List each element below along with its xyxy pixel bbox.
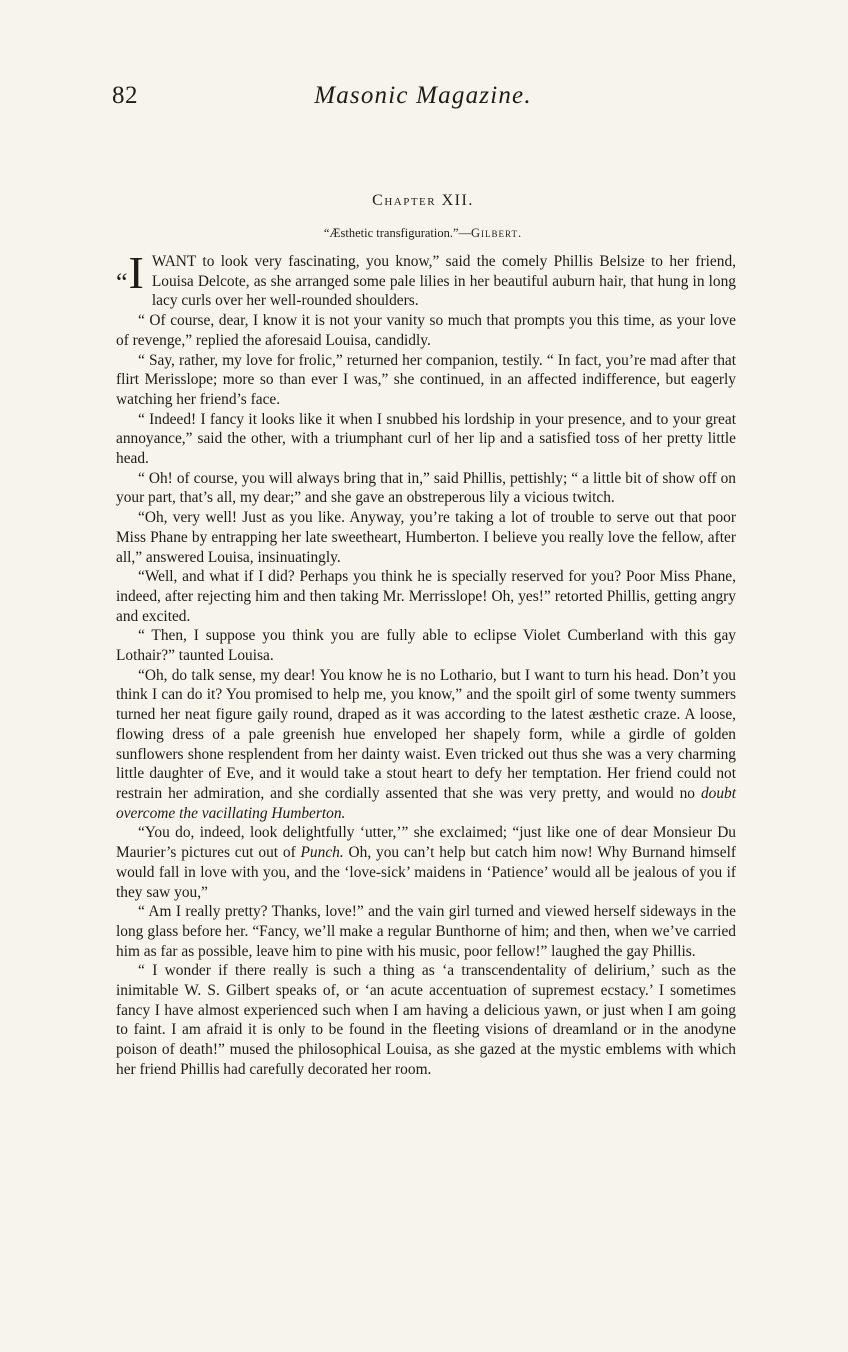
paragraph (116, 823, 736, 902)
paragraph: “ Am I really pretty? Thanks, love!” and the vain girl turned and viewed herself sideways in the long glass before her. “Fancy, we’ll make a regular Bunthorne of him; and then, when we’ve carried him as far as possible, leave him to pine with his music, poor fellow!” laughed the gay Phillis. (116, 903, 736, 960)
paragraph: “ I wonder if there really is such a thing as ‘a transcendentality of delirium,’ such as the inimitable W. S. Gilbert speaks of, or ‘an acute accentuation of supremest ecstacy.’ I sometimes fancy I have almost experienced such when I am having a delicious yawn, or just when I am going to faint. I am afraid it is only to be found in the fleeting visions of dreamland or in the anodyne poison of death!” mused the philosophical Louisa, as she gazed at the mystic emblems with which her friend Phillis had carefully decorated her room. (116, 962, 736, 1078)
chapter-heading: Chapter XII. (372, 192, 474, 209)
italic-text: doubt overcome the vacillating Humberton. (116, 784, 736, 822)
paragraph: “Oh, very well! Just as you like. Anyway, you’re taking a lot of trouble to serve out that poor Miss Phane by entrapping her late sweetheart, Humberton. I believe you really love the fellow, after all,” answered Louisa, insinuatingly. (116, 509, 736, 566)
paragraph-text: “You do, indeed, look delightfully ‘utter,’” she exclaimed; “just like one of dear Monsieur Du Maurier’s pictures cut out of (116, 824, 736, 862)
drop-cap-quote: “ (116, 268, 128, 297)
paragraph-text: Oh, you can’t help but catch him now! Why Burnand himself would fall in love with you, and the ‘love-sick’ maidens in ‘Patience’ would all be jealous of you if they saw you,” (116, 844, 736, 901)
paragraph: “ Say, rather, my love for frolic,” returned her companion, testily. “ In fact, you’re mad after that flirt Merisslope; more so than ever I was,” she continued, in an affected indifference, but eagerly watching her friend’s face. (116, 351, 736, 408)
paragraph (116, 666, 736, 824)
journal-title: Masonic Magazine. (314, 82, 532, 109)
drop-cap (116, 247, 144, 298)
paragraph (116, 247, 736, 311)
epigraph-dash: — (458, 226, 472, 240)
epigraph-author: Gilbert. (471, 226, 523, 240)
paragraph: “ Of course, dear, I know it is not your vanity so much that prompts you this time, as your love of revenge,” replied the aforesaid Louisa, candidly. (116, 312, 736, 349)
paragraph: “ Then, I suppose you think you are fully able to eclipse Violet Cumberland with this gay Lothair?” taunted Louisa. (116, 627, 736, 665)
epigraph (112, 226, 734, 241)
italic-text: Punch. (300, 844, 344, 862)
paragraph-text: WANT to look very fascinating, you know,” said the comely Phillis Belsize to her friend, Louisa Delcote, as she arranged some pale lilies in her beautiful auburn hair, that hung in long lacy curls over her well-rounded shoulders. (151, 253, 736, 310)
paragraph: “ Oh! of course, you will always bring that in,” said Phillis, pettishly; “ a little bit of show off on your part, that’s all, my dear;” and she gave an obstreperous lily a vicious twitch. (116, 469, 736, 507)
running-head (112, 82, 734, 122)
epigraph-quote: “Æsthetic transfiguration.” (323, 226, 459, 240)
drop-cap-letter: I (128, 247, 144, 298)
page-number: 82 (112, 82, 138, 109)
paragraph: “Well, and what if I did? Perhaps you think he is specially reserved for you? Poor Miss Phane, indeed, after rejecting him and then taking Mr. Merrisslope! Oh, yes!” retorted Phillis, getting angry and excited. (116, 568, 736, 625)
paragraph: “ Indeed! I fancy it looks like it when I snubbed his lordship in your presence, and to your great annoyance,” said the other, with a triumphant curl of her lip and a satisfied toss of her pretty little head. (116, 410, 736, 468)
paragraph-text: “Oh, do talk sense, my dear! You know he is no Lothario, but I want to turn his head. Don’t you think I can do it? You promised to help me, you know,” and the spoilt girl of some twenty summers turned her neat figure gaily round, draped as it was according to the latest æsthetic craze. A loose, flowing dress of a pale greenish hue enveloped her shapely form, while a girdle of golden sunflowers shone resplendent from her dainty waist. Even tricked out thus she was a very charming little daughter of Eve, and it would take a stout heart to defy her temptation. Her friend could not restrain her admiration, and she cordially assented that she was very pretty, and would no (116, 666, 736, 802)
chapter-body (116, 247, 736, 1080)
